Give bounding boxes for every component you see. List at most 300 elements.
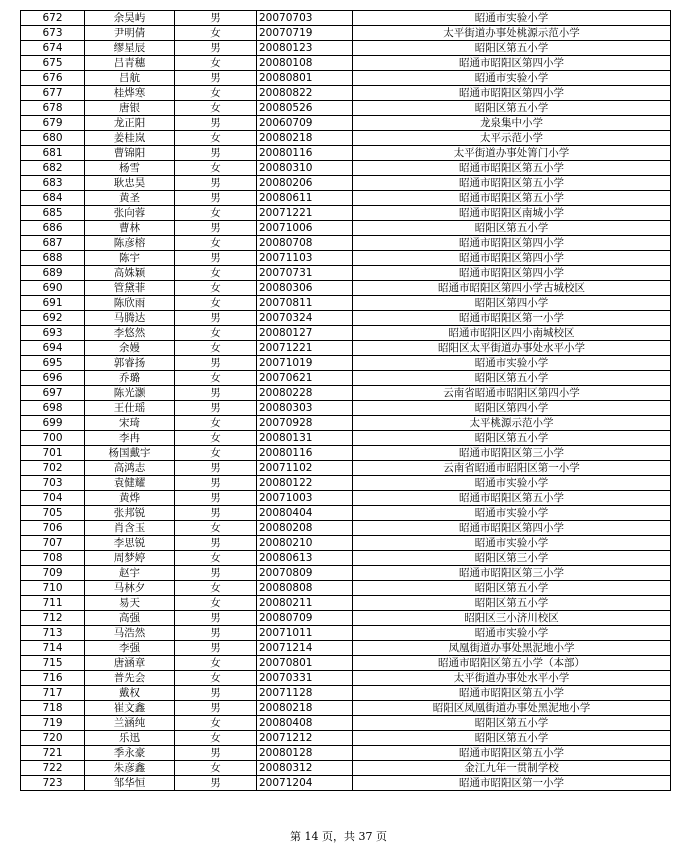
table-row <box>21 761 671 776</box>
student-name: 季永豪 <box>85 746 175 761</box>
table-row <box>21 71 671 86</box>
birth-date: 20080708 <box>257 236 353 251</box>
birth-date: 20080211 <box>257 596 353 611</box>
row-number: 680 <box>21 131 85 146</box>
table-row <box>21 701 671 716</box>
row-number: 673 <box>21 26 85 41</box>
student-name: 马腾达 <box>85 311 175 326</box>
table-row <box>21 86 671 101</box>
table-row <box>21 251 671 266</box>
school-name: 昭阳区凤凰街道办事处黑泥地小学 <box>353 701 671 716</box>
school-name: 昭阳区第五小学 <box>353 101 671 116</box>
row-number: 675 <box>21 56 85 71</box>
table-row <box>21 626 671 641</box>
row-number: 718 <box>21 701 85 716</box>
page-footer: 第 14 页，共 37 页 <box>290 830 387 843</box>
student-gender: 女 <box>175 86 257 101</box>
school-name: 太平桃源示范小学 <box>353 416 671 431</box>
row-number: 701 <box>21 446 85 461</box>
birth-date: 20070811 <box>257 296 353 311</box>
school-name: 太平街道办事处桃源示范小学 <box>353 26 671 41</box>
school-name: 昭通市实验小学 <box>353 536 671 551</box>
row-number: 674 <box>21 41 85 56</box>
student-name: 马林夕 <box>85 581 175 596</box>
table-row <box>21 356 671 371</box>
table-row <box>21 656 671 671</box>
table-row <box>21 161 671 176</box>
student-gender: 女 <box>175 761 257 776</box>
student-gender: 女 <box>175 101 257 116</box>
table-row <box>21 56 671 71</box>
student-gender: 女 <box>175 671 257 686</box>
row-number: 720 <box>21 731 85 746</box>
row-number: 710 <box>21 581 85 596</box>
birth-date: 20080228 <box>257 386 353 401</box>
birth-date: 20080613 <box>257 551 353 566</box>
student-gender: 女 <box>175 131 257 146</box>
table-row <box>21 341 671 356</box>
student-gender: 男 <box>175 146 257 161</box>
birth-date: 20080122 <box>257 476 353 491</box>
row-number: 679 <box>21 116 85 131</box>
row-number: 702 <box>21 461 85 476</box>
row-number: 686 <box>21 221 85 236</box>
birth-date: 20080310 <box>257 161 353 176</box>
student-name: 黄烨 <box>85 491 175 506</box>
birth-date: 20070809 <box>257 566 353 581</box>
birth-date: 20070928 <box>257 416 353 431</box>
table-row <box>21 236 671 251</box>
student-gender: 女 <box>175 596 257 611</box>
student-gender: 男 <box>175 686 257 701</box>
student-name: 高强 <box>85 611 175 626</box>
student-name: 张邦锐 <box>85 506 175 521</box>
row-number: 688 <box>21 251 85 266</box>
student-name: 高姝颖 <box>85 266 175 281</box>
birth-date: 20071214 <box>257 641 353 656</box>
student-gender: 男 <box>175 116 257 131</box>
school-name: 昭通市昭阳区第四小学 <box>353 266 671 281</box>
school-name: 昭阳区第五小学 <box>353 431 671 446</box>
row-number: 722 <box>21 761 85 776</box>
birth-date: 20071003 <box>257 491 353 506</box>
school-name: 昭阳区第五小学 <box>353 371 671 386</box>
row-number: 717 <box>21 686 85 701</box>
birth-date: 20080206 <box>257 176 353 191</box>
school-name: 昭通市昭阳区第四小学 <box>353 521 671 536</box>
school-name: 昭通市昭阳区四小南城校区 <box>353 326 671 341</box>
school-name: 昭阳区第五小学 <box>353 596 671 611</box>
student-gender: 男 <box>175 41 257 56</box>
student-gender: 男 <box>175 536 257 551</box>
student-name: 李思锐 <box>85 536 175 551</box>
birth-date: 20080611 <box>257 191 353 206</box>
birth-date: 20080116 <box>257 446 353 461</box>
birth-date: 20080404 <box>257 506 353 521</box>
row-number: 698 <box>21 401 85 416</box>
student-name: 郭睿扬 <box>85 356 175 371</box>
student-gender: 男 <box>175 191 257 206</box>
row-number: 696 <box>21 371 85 386</box>
birth-date: 20080208 <box>257 521 353 536</box>
row-number: 689 <box>21 266 85 281</box>
student-name: 乔璐 <box>85 371 175 386</box>
student-gender: 女 <box>175 206 257 221</box>
school-name: 昭通市昭阳区第五小学 <box>353 686 671 701</box>
student-name: 普先会 <box>85 671 175 686</box>
birth-date: 20080210 <box>257 536 353 551</box>
table-row <box>21 551 671 566</box>
student-name: 杨国戴宇 <box>85 446 175 461</box>
table-row <box>21 776 671 791</box>
row-number: 700 <box>21 431 85 446</box>
student-gender: 男 <box>175 626 257 641</box>
birth-date: 20080312 <box>257 761 353 776</box>
student-gender: 女 <box>175 521 257 536</box>
student-gender: 女 <box>175 296 257 311</box>
birth-date: 20071204 <box>257 776 353 791</box>
student-gender: 女 <box>175 446 257 461</box>
roster-table <box>20 10 671 791</box>
student-name: 张向蓉 <box>85 206 175 221</box>
birth-date: 20070621 <box>257 371 353 386</box>
student-name: 宋琦 <box>85 416 175 431</box>
table-row <box>21 11 671 26</box>
student-gender: 男 <box>175 701 257 716</box>
birth-date: 20080408 <box>257 716 353 731</box>
birth-date: 20071221 <box>257 341 353 356</box>
student-name: 吕航 <box>85 71 175 86</box>
school-name: 昭通市昭阳区第四小学 <box>353 251 671 266</box>
row-number: 683 <box>21 176 85 191</box>
student-gender: 男 <box>175 311 257 326</box>
school-name: 昭阳区第四小学 <box>353 296 671 311</box>
school-name: 昭通市昭阳区第五小学 <box>353 746 671 761</box>
birth-date: 20071011 <box>257 626 353 641</box>
row-number: 685 <box>21 206 85 221</box>
birth-date: 20080801 <box>257 71 353 86</box>
birth-date: 20071221 <box>257 206 353 221</box>
table-row <box>21 266 671 281</box>
row-number: 692 <box>21 311 85 326</box>
table-row <box>21 461 671 476</box>
student-gender: 男 <box>175 251 257 266</box>
student-name: 赵宇 <box>85 566 175 581</box>
row-number: 719 <box>21 716 85 731</box>
table-row <box>21 476 671 491</box>
student-gender: 女 <box>175 371 257 386</box>
birth-date: 20080218 <box>257 131 353 146</box>
birth-date: 20080128 <box>257 746 353 761</box>
school-name: 昭通市昭阳区第四小学 <box>353 86 671 101</box>
birth-date: 20071102 <box>257 461 353 476</box>
row-number: 681 <box>21 146 85 161</box>
student-gender: 男 <box>175 401 257 416</box>
school-name: 昭通市昭阳区第五小学 <box>353 191 671 206</box>
student-gender: 男 <box>175 461 257 476</box>
student-name: 王仕瑶 <box>85 401 175 416</box>
table-row <box>21 191 671 206</box>
student-name: 朱彦鑫 <box>85 761 175 776</box>
table-row <box>21 401 671 416</box>
student-gender: 男 <box>175 356 257 371</box>
birth-date: 20071006 <box>257 221 353 236</box>
birth-date: 20070703 <box>257 11 353 26</box>
school-name: 昭通市昭阳区第五小学 <box>353 491 671 506</box>
student-gender: 女 <box>175 26 257 41</box>
student-gender: 男 <box>175 641 257 656</box>
table-row <box>21 686 671 701</box>
school-name: 昭通市昭阳区第一小学 <box>353 776 671 791</box>
student-gender: 男 <box>175 176 257 191</box>
student-gender: 女 <box>175 581 257 596</box>
student-gender: 女 <box>175 236 257 251</box>
row-number: 708 <box>21 551 85 566</box>
school-name: 昭通市实验小学 <box>353 11 671 26</box>
student-name: 邹华恒 <box>85 776 175 791</box>
school-name: 太平示范小学 <box>353 131 671 146</box>
school-name: 云南省昭通市昭阳区第四小学 <box>353 386 671 401</box>
row-number: 672 <box>21 11 85 26</box>
student-name: 肖含玉 <box>85 521 175 536</box>
row-number: 714 <box>21 641 85 656</box>
row-number: 704 <box>21 491 85 506</box>
student-gender: 女 <box>175 656 257 671</box>
student-name: 曹锦阳 <box>85 146 175 161</box>
student-name: 李冉 <box>85 431 175 446</box>
table-row <box>21 176 671 191</box>
school-name: 昭通市昭阳区第四小学 <box>353 236 671 251</box>
student-gender: 男 <box>175 776 257 791</box>
student-name: 高鸿志 <box>85 461 175 476</box>
row-number: 678 <box>21 101 85 116</box>
school-name: 昭阳区第四小学 <box>353 401 671 416</box>
student-name: 陈欣雨 <box>85 296 175 311</box>
student-gender: 女 <box>175 716 257 731</box>
school-name: 龙泉集中小学 <box>353 116 671 131</box>
school-name: 金江九年一贯制学校 <box>353 761 671 776</box>
table-row <box>21 26 671 41</box>
student-name: 曹林 <box>85 221 175 236</box>
table-row <box>21 731 671 746</box>
birth-date: 20080127 <box>257 326 353 341</box>
student-name: 兰涵纯 <box>85 716 175 731</box>
school-name: 昭通市昭阳区第三小学 <box>353 446 671 461</box>
birth-date: 20070324 <box>257 311 353 326</box>
student-name: 杨雪 <box>85 161 175 176</box>
student-name: 陈宇 <box>85 251 175 266</box>
row-number: 721 <box>21 746 85 761</box>
birth-date: 20060709 <box>257 116 353 131</box>
student-name: 周梦婷 <box>85 551 175 566</box>
school-name: 昭通市实验小学 <box>353 476 671 491</box>
table-row <box>21 416 671 431</box>
school-name: 昭通市昭阳区第五小学 <box>353 176 671 191</box>
school-name: 昭阳区第五小学 <box>353 731 671 746</box>
school-name: 昭通市昭阳区第一小学 <box>353 311 671 326</box>
table-row <box>21 596 671 611</box>
table-row <box>21 521 671 536</box>
row-number: 682 <box>21 161 85 176</box>
birth-date: 20071212 <box>257 731 353 746</box>
student-name: 余嫚 <box>85 341 175 356</box>
row-number: 693 <box>21 326 85 341</box>
row-number: 684 <box>21 191 85 206</box>
student-name: 余昊屿 <box>85 11 175 26</box>
school-name: 昭阳区第三小学 <box>353 551 671 566</box>
student-gender: 女 <box>175 551 257 566</box>
student-name: 崔文鑫 <box>85 701 175 716</box>
row-number: 687 <box>21 236 85 251</box>
birth-date: 20071019 <box>257 356 353 371</box>
row-number: 716 <box>21 671 85 686</box>
row-number: 713 <box>21 626 85 641</box>
table-row <box>21 536 671 551</box>
birth-date: 20070719 <box>257 26 353 41</box>
student-name: 马浩然 <box>85 626 175 641</box>
birth-date: 20080218 <box>257 701 353 716</box>
student-gender: 女 <box>175 266 257 281</box>
student-name: 乐迅 <box>85 731 175 746</box>
student-gender: 男 <box>175 386 257 401</box>
school-name: 昭通市实验小学 <box>353 356 671 371</box>
student-name: 龙正阳 <box>85 116 175 131</box>
birth-date: 20071103 <box>257 251 353 266</box>
student-gender: 男 <box>175 506 257 521</box>
student-name: 李悠然 <box>85 326 175 341</box>
school-name: 昭通市昭阳区第五小学（本部） <box>353 656 671 671</box>
table-row <box>21 41 671 56</box>
birth-date: 20080526 <box>257 101 353 116</box>
birth-date: 20080116 <box>257 146 353 161</box>
row-number: 697 <box>21 386 85 401</box>
student-gender: 男 <box>175 566 257 581</box>
table-row <box>21 581 671 596</box>
row-number: 694 <box>21 341 85 356</box>
birth-date: 20070731 <box>257 266 353 281</box>
student-gender: 女 <box>175 341 257 356</box>
row-number: 723 <box>21 776 85 791</box>
student-gender: 女 <box>175 731 257 746</box>
student-name: 唐银 <box>85 101 175 116</box>
school-name: 昭阳区第五小学 <box>353 581 671 596</box>
birth-date: 20080709 <box>257 611 353 626</box>
table-row <box>21 311 671 326</box>
table-row <box>21 716 671 731</box>
student-gender: 女 <box>175 416 257 431</box>
row-number: 709 <box>21 566 85 581</box>
row-number: 712 <box>21 611 85 626</box>
student-name: 陈彦榕 <box>85 236 175 251</box>
birth-date: 20071128 <box>257 686 353 701</box>
birth-date: 20080108 <box>257 56 353 71</box>
student-gender: 男 <box>175 71 257 86</box>
school-name: 昭阳区第五小学 <box>353 716 671 731</box>
birth-date: 20080306 <box>257 281 353 296</box>
row-number: 695 <box>21 356 85 371</box>
student-name: 唐涵章 <box>85 656 175 671</box>
table-row <box>21 116 671 131</box>
school-name: 昭通市实验小学 <box>353 506 671 521</box>
table-row <box>21 491 671 506</box>
roster-body <box>21 11 671 791</box>
school-name: 昭通市昭阳区第四小学古城校区 <box>353 281 671 296</box>
school-name: 昭通市昭阳区第五小学 <box>353 161 671 176</box>
table-row <box>21 221 671 236</box>
student-name: 耿忠昊 <box>85 176 175 191</box>
table-row <box>21 386 671 401</box>
school-name: 昭通市实验小学 <box>353 626 671 641</box>
school-name: 云南省昭通市昭阳区第一小学 <box>353 461 671 476</box>
birth-date: 20080822 <box>257 86 353 101</box>
student-gender: 女 <box>175 161 257 176</box>
student-gender: 男 <box>175 11 257 26</box>
table-row <box>21 506 671 521</box>
table-row <box>21 671 671 686</box>
student-name: 吕青穗 <box>85 56 175 71</box>
row-number: 677 <box>21 86 85 101</box>
student-name: 尹明倩 <box>85 26 175 41</box>
student-roster <box>20 10 670 791</box>
student-gender: 男 <box>175 611 257 626</box>
table-row <box>21 611 671 626</box>
student-gender: 男 <box>175 491 257 506</box>
table-row <box>21 371 671 386</box>
school-name: 昭阳区三小济川校区 <box>353 611 671 626</box>
row-number: 690 <box>21 281 85 296</box>
school-name: 昭通市昭阳区第三小学 <box>353 566 671 581</box>
table-row <box>21 746 671 761</box>
table-row <box>21 101 671 116</box>
row-number: 703 <box>21 476 85 491</box>
table-row <box>21 296 671 311</box>
birth-date: 20080808 <box>257 581 353 596</box>
row-number: 699 <box>21 416 85 431</box>
school-name: 凤凰街道办事处黑泥地小学 <box>353 641 671 656</box>
birth-date: 20080123 <box>257 41 353 56</box>
student-gender: 女 <box>175 281 257 296</box>
school-name: 昭通市实验小学 <box>353 71 671 86</box>
school-name: 太平街道办事处箐门小学 <box>353 146 671 161</box>
birth-date: 20080131 <box>257 431 353 446</box>
school-name: 昭阳区太平街道办事处水平小学 <box>353 341 671 356</box>
table-row <box>21 641 671 656</box>
student-name: 李强 <box>85 641 175 656</box>
row-number: 711 <box>21 596 85 611</box>
student-gender: 男 <box>175 476 257 491</box>
student-name: 袁健耀 <box>85 476 175 491</box>
row-number: 706 <box>21 521 85 536</box>
school-name: 昭阳区第五小学 <box>353 41 671 56</box>
student-name: 易天 <box>85 596 175 611</box>
table-row <box>21 446 671 461</box>
student-gender: 女 <box>175 326 257 341</box>
school-name: 太平街道办事处水平小学 <box>353 671 671 686</box>
student-gender: 男 <box>175 221 257 236</box>
student-name: 缪星辰 <box>85 41 175 56</box>
student-gender: 女 <box>175 56 257 71</box>
table-row <box>21 431 671 446</box>
table-row <box>21 131 671 146</box>
table-row <box>21 146 671 161</box>
student-name: 姜桂岚 <box>85 131 175 146</box>
student-name: 黄圣 <box>85 191 175 206</box>
birth-date: 20070331 <box>257 671 353 686</box>
student-name: 桂烨寒 <box>85 86 175 101</box>
row-number: 676 <box>21 71 85 86</box>
table-row <box>21 566 671 581</box>
row-number: 707 <box>21 536 85 551</box>
